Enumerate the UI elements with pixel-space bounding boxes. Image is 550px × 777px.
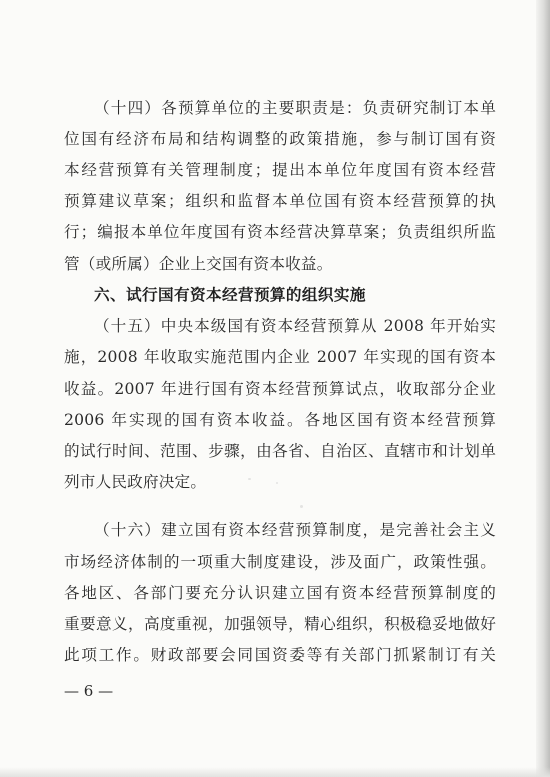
paragraph-16-line-3: 各地区、各部门要充分认识建立国有资本经营预算制度的 (64, 584, 496, 602)
paragraph-14-line-2: 位国有经济布局和结构调整的政策措施，参与制订国有资 (64, 130, 496, 148)
section-heading: 六、试行国有资本经营预算的组织实施 (94, 286, 366, 304)
paragraph-16-line-5: 此项工作。财政部要会同国资委等有关部门抓紧制订有关 (64, 646, 496, 664)
scan-shadow-bottom (0, 767, 550, 777)
paragraph-14-line-6: 管（或所属）企业上交国有资本收益。 (64, 255, 333, 273)
paragraph-15-line-1: （十五）中央本级国有资本经营预算从 2008 年开始实 (94, 317, 496, 335)
paragraph-15-line-3: 收益。2007 年进行国有资本经营预算试点，收取部分企业 (64, 380, 496, 398)
paragraph-15-line-6: 列市人民政府决定。 (64, 473, 207, 491)
paragraph-14-line-4: 预算建议草案；组织和监督本单位国有资本经营预算的执 (64, 192, 496, 210)
scan-speck (300, 505, 303, 508)
paragraph-16-line-2: 市场经济体制的一项重大制度建设，涉及面广，政策性强。 (64, 553, 496, 571)
paragraph-14-line-1: （十四）各预算单位的主要职责是：负责研究制订本单 (94, 99, 496, 117)
paragraph-15-line-5: 的试行时间、范围、步骤，由各省、自治区、直辖市和计划单 (64, 442, 496, 460)
paragraph-14-line-3: 本经营预算有关管理制度；提出本单位年度国有资本经营 (64, 161, 496, 179)
paragraph-15-line-2: 施，2008 年收取实施范围内企业 2007 年实现的国有资本 (64, 348, 496, 366)
paragraph-16-line-1: （十六）建立国有资本经营预算制度，是完善社会主义 (94, 521, 496, 539)
paragraph-16-line-4: 重要意义，高度重视，加强领导，精心组织，积极稳妥地做好 (64, 615, 496, 633)
scan-shadow-right (536, 0, 550, 777)
paragraph-15-line-4: 2006 年实现的国有资本收益。各地区国有资本经营预算 (64, 411, 496, 429)
paragraph-14-line-5: 行；编报本单位年度国有资本经营决算草案；负责组织所监 (64, 223, 496, 241)
page-number: — 6 — (64, 682, 114, 700)
